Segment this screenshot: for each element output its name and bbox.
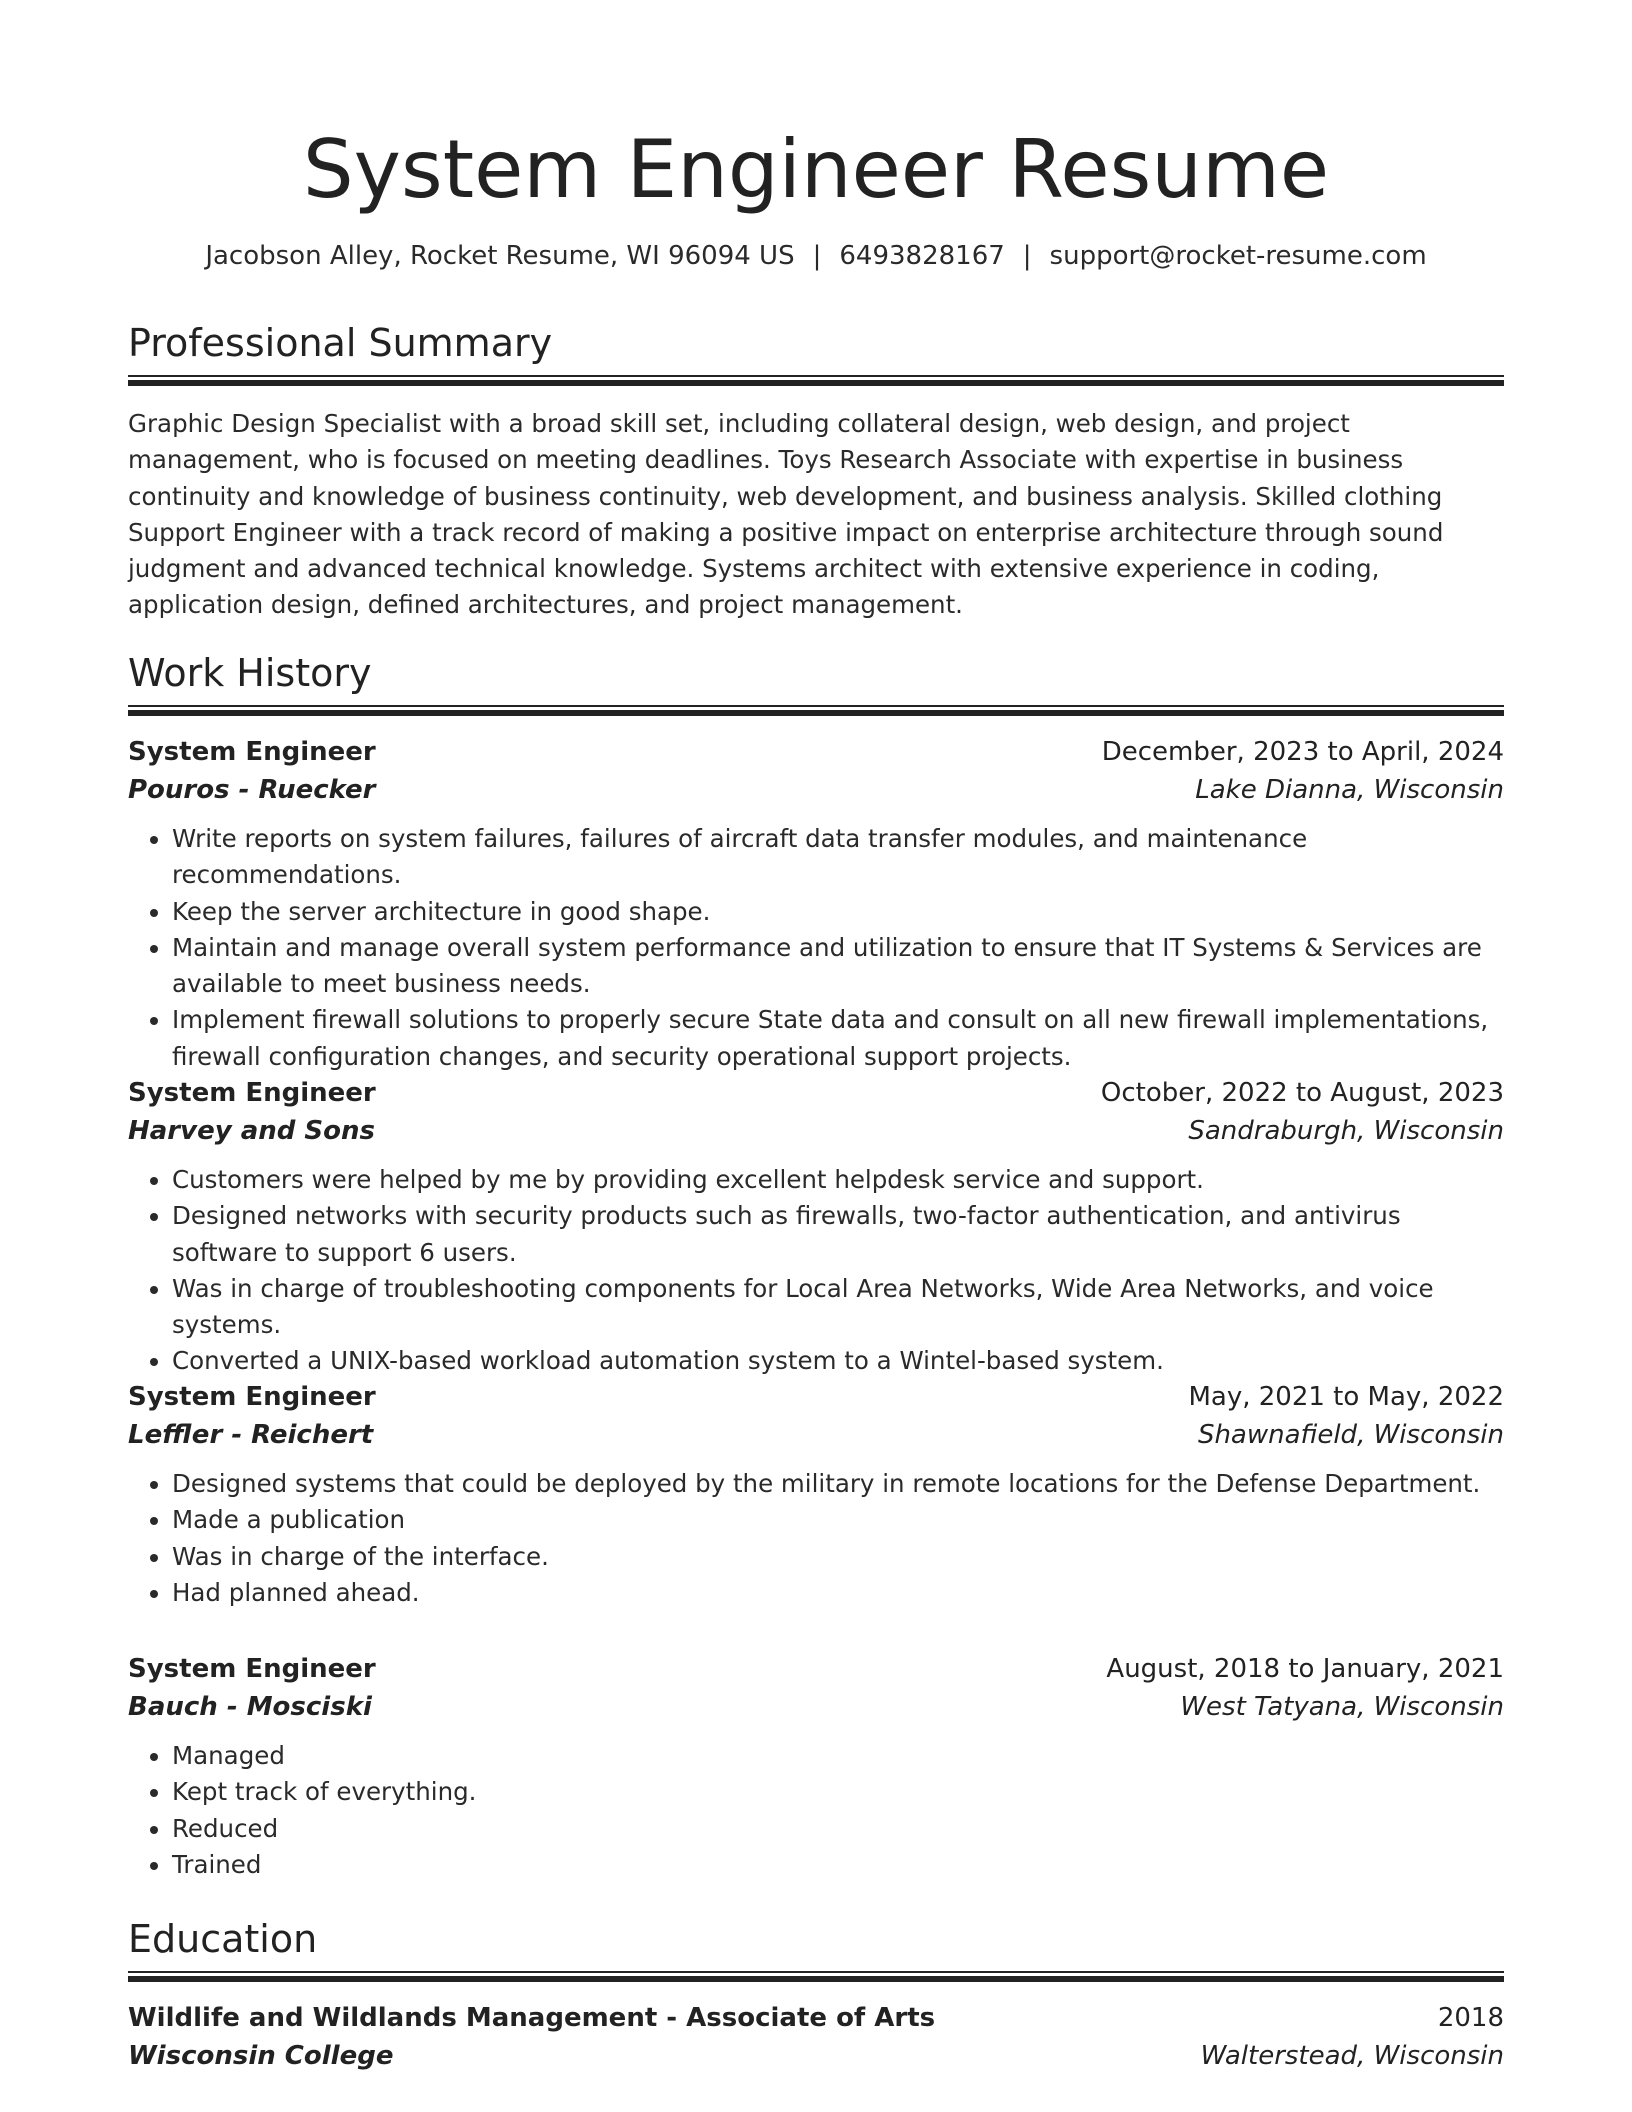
job-bullet: • Reduced xyxy=(172,1811,1504,1847)
job-entry xyxy=(128,733,1504,1075)
job-bullets xyxy=(128,821,1504,1075)
job-title: System Engineer xyxy=(128,1078,376,1108)
job-bullet: • Designed networks with security products such as firewalls, two-factor authentication, and antivirus software to support 6 users. xyxy=(172,1198,1504,1271)
job-title: System Engineer xyxy=(128,737,376,767)
job-bullet: • Had planned ahead. xyxy=(172,1575,1504,1611)
education-degree: Wildlife and Wildlands Management - Associate of Arts xyxy=(128,2003,936,2033)
contact-email: support@rocket-resume.com xyxy=(1049,241,1427,271)
job-entry xyxy=(128,1650,1504,1883)
job-location: West Tatyana, Wisconsin xyxy=(1180,1692,1504,1722)
resume-title: System Engineer Resume xyxy=(302,123,1330,216)
job-location: Lake Dianna, Wisconsin xyxy=(1195,775,1504,805)
summary-text: Graphic Design Specialist with a broad skill set, including collateral design, web design, and project management, who is focused on meeting deadlines. Toys Research Associate with expertise in business continuity and knowledge of business continuity, web development, and business analysis. Skilled clothing Support Engineer with a track record of making a positive impact on enterprise architecture through sound judgment and advanced technical knowledge. Systems architect with extensive experience in coding, application design, defined architectures, and project management. xyxy=(128,409,1444,620)
job-location: Shawnafield, Wisconsin xyxy=(1197,1420,1504,1450)
job-bullet: • Converted a UNIX-based workload automation system to a Wintel-based system. xyxy=(172,1343,1504,1379)
contact-line xyxy=(0,238,1632,274)
job-bullet: • Was in charge of the interface. xyxy=(172,1539,1504,1575)
job-title: System Engineer xyxy=(128,1654,376,1684)
contact-address: Jacobson Alley, Rocket Resume, WI 96094 US xyxy=(205,241,795,271)
job-employer: Pouros - Ruecker xyxy=(128,775,376,805)
job-bullet: • Managed xyxy=(172,1738,1504,1774)
job-dates: May, 2021 to May, 2022 xyxy=(1188,1382,1504,1412)
job-location: Sandraburgh, Wisconsin xyxy=(1188,1116,1504,1146)
education-location: Walterstead, Wisconsin xyxy=(1200,2041,1504,2071)
job-bullet: • Customers were helped by me by providing excellent helpdesk service and support. xyxy=(172,1162,1504,1198)
job-bullet: • Maintain and manage overall system performance and utilization to ensure that IT Systems & Services are available to meet business needs. xyxy=(172,930,1504,1003)
job-bullet: • Implement firewall solutions to properly secure State data and consult on all new firewall implementations, firewall configuration changes, and security operational support projects. xyxy=(172,1002,1504,1075)
job-bullet: • Made a publication xyxy=(172,1502,1504,1538)
section-heading-education: Education xyxy=(128,1917,318,1961)
education-year: 2018 xyxy=(1437,2003,1504,2033)
job-employer: Leffler - Reichert xyxy=(128,1420,374,1450)
job-bullet: • Write reports on system failures, failures of aircraft data transfer modules, and maintenance recommendations. xyxy=(172,821,1504,894)
contact-phone: 6493828167 xyxy=(839,241,1005,271)
contact-separator: | xyxy=(1022,241,1032,271)
section-heading-work: Work History xyxy=(128,651,372,695)
section-divider xyxy=(128,705,1504,716)
job-bullets xyxy=(128,1466,1504,1611)
section-divider xyxy=(128,1971,1504,1982)
education-school: Wisconsin College xyxy=(128,2041,394,2071)
section-heading-summary: Professional Summary xyxy=(128,321,553,365)
job-entry xyxy=(128,1378,1504,1611)
section-divider xyxy=(128,375,1504,386)
job-bullet: • Trained xyxy=(172,1847,1504,1883)
job-title: System Engineer xyxy=(128,1382,376,1412)
job-dates: December, 2023 to April, 2024 xyxy=(1101,737,1504,767)
job-bullets xyxy=(128,1738,1504,1883)
job-employer: Harvey and Sons xyxy=(128,1116,375,1146)
job-bullet: • Kept track of everything. xyxy=(172,1774,1504,1810)
job-bullet: • Designed systems that could be deployed by the military in remote locations for the Defense Department. xyxy=(172,1466,1504,1502)
job-bullets xyxy=(128,1162,1504,1380)
contact-separator: | xyxy=(812,241,822,271)
education-entry xyxy=(128,1999,1504,2075)
job-dates: August, 2018 to January, 2021 xyxy=(1106,1654,1504,1684)
job-entry xyxy=(128,1074,1504,1380)
job-employer: Bauch - Mosciski xyxy=(128,1692,372,1722)
job-bullet: • Was in charge of troubleshooting components for Local Area Networks, Wide Area Networks, and voice systems. xyxy=(172,1271,1504,1344)
job-dates: October, 2022 to August, 2023 xyxy=(1100,1078,1504,1108)
job-bullet: • Keep the server architecture in good shape. xyxy=(172,894,1504,930)
